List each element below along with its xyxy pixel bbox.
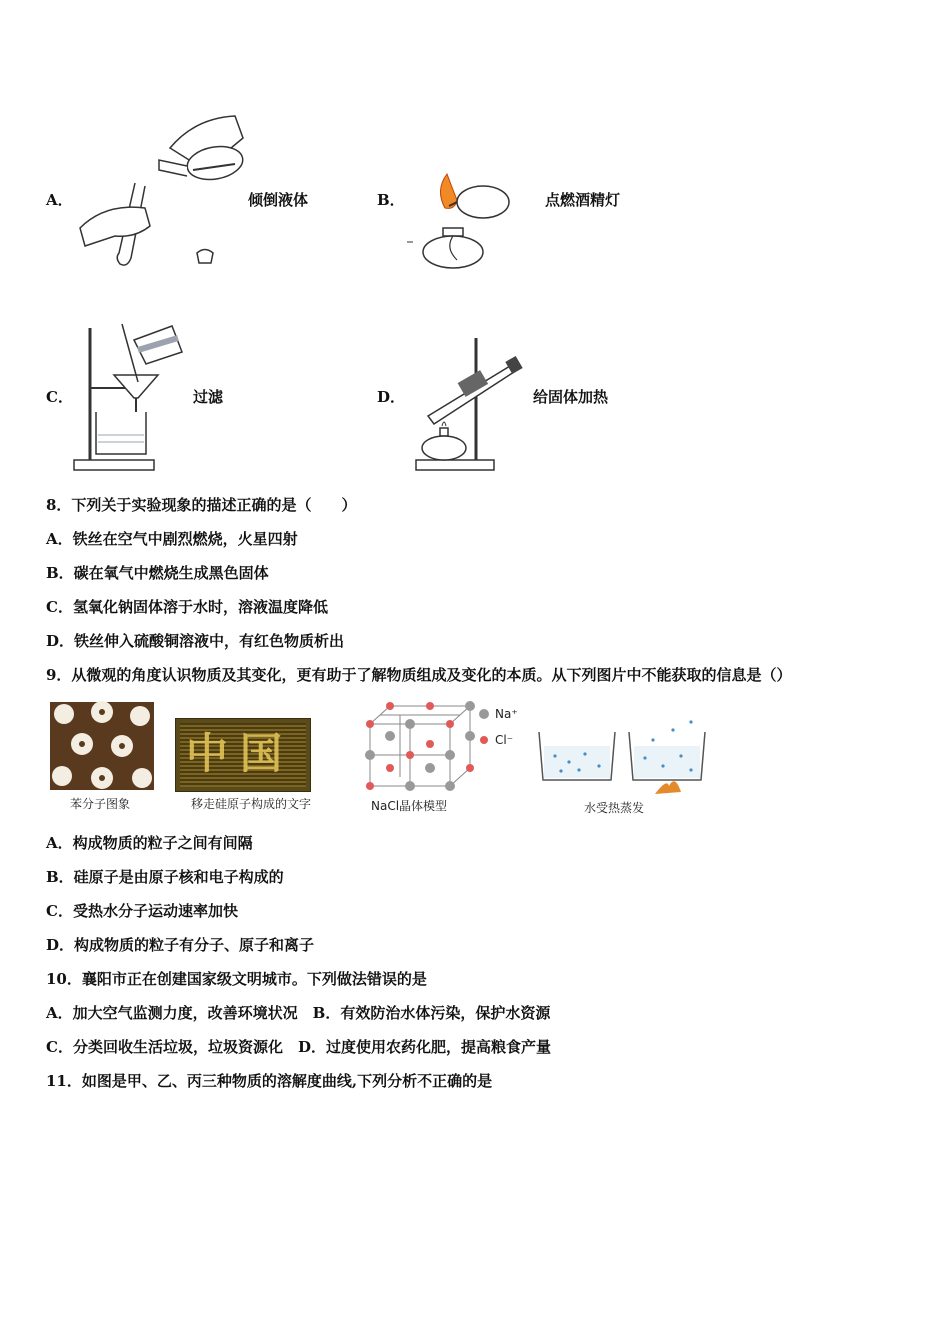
evaporation-caption: 水受热蒸发	[584, 801, 645, 815]
option-c-letter: C．	[46, 388, 73, 406]
option-b-caption: 点燃酒精灯	[545, 191, 621, 209]
heating-solid-illustration	[412, 336, 524, 472]
question-8-option-d: D．铁丝伸入硫酸铜溶液中，有红色物质析出	[46, 632, 345, 650]
question-9-option-c: C．受热水分子运动速率加快	[46, 902, 238, 920]
silicon-atoms-text: 中国	[186, 729, 295, 778]
silicon-caption: 移走硅原子构成的文字	[191, 797, 312, 811]
question-8-stem: 8．下列关于实验现象的描述正确的是（ ）	[46, 496, 357, 514]
silicon-atoms-image	[175, 718, 311, 792]
water-evaporation-image	[535, 716, 707, 798]
nacl-legend-cl: Cl⁻	[495, 733, 514, 747]
nacl-legend-na: Na⁺	[495, 707, 518, 721]
question-9-option-a: A．构成物质的粒子之间有间隔	[46, 834, 253, 852]
question-9-option-d: D．构成物质的粒子有分子、原子和离子	[46, 936, 315, 954]
option-a-letter: A．	[46, 191, 73, 209]
option-c-caption: 过滤	[193, 388, 224, 406]
option-a-caption: 倾倒液体	[248, 191, 309, 209]
benzene-molecule-image	[50, 702, 154, 790]
question-11-stem: 11．如图是甲、乙、丙三种物质的溶解度曲线,下列分析不正确的是	[46, 1072, 493, 1090]
question-10-stem: 10．襄阳市正在创建国家级文明城市。下列做法错误的是	[46, 970, 427, 988]
lighting-alcohol-lamp-illustration	[405, 170, 535, 275]
question-8-option-a: A．铁丝在空气中剧烈燃烧，火星四射	[46, 530, 298, 548]
benzene-caption: 苯分子图象	[70, 797, 131, 811]
question-9-option-b: B．硅原子是由原子核和电子构成的	[46, 868, 284, 886]
question-8-option-c: C．氢氧化钠固体溶于水时，溶液温度降低	[46, 598, 328, 616]
pouring-liquid-illustration	[75, 108, 245, 273]
option-d-caption: 给固体加热	[533, 388, 609, 406]
question-9-stem: 9．从微观的角度认识物质及其变化，更有助于了解物质组成及变化的本质。从下列图片中不能获取的信息是（）	[46, 666, 792, 684]
question-8-option-b: B．碳在氧气中燃烧生成黑色固体	[46, 564, 269, 582]
nacl-caption: NaCl晶体模型	[371, 799, 448, 813]
question-10-options-ab: A．加大空气监测力度，改善环境状况 B．有效防治水体污染，保护水资源	[46, 1004, 551, 1022]
option-d-letter: D．	[377, 388, 406, 406]
option-b-letter: B．	[377, 191, 405, 209]
filtration-illustration	[72, 320, 187, 472]
question-10-options-cd: C．分类回收生活垃圾，垃圾资源化 D．过度使用农药化肥，提高粮食产量	[46, 1038, 551, 1056]
